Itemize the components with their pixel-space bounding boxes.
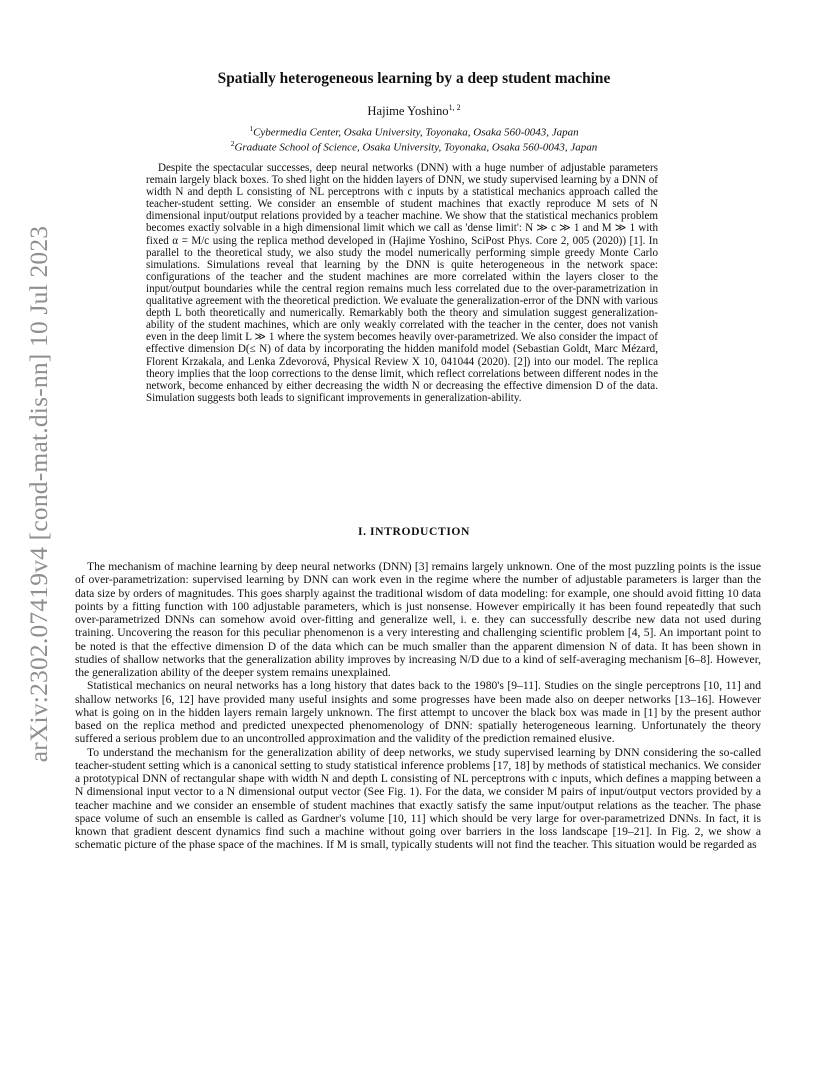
paragraph: Statistical mechanics on neural networks has a long history that dates back to the 1980's [9–11]. Studies on the single perceptrons [10, 11] and shallow networks [6, 12] have provided many useful insights and some progresses have been made also on deeper networks [13–16]. However what is going on in the hidden layers remain largely unknown. The first attempt to uncover the black box was made in [1] by the present author based on the replica method and predicted unexpected phenomenology of DNN: spatially heterogeneous learning. Unfortunately the theory suffered a serious problem due to an uncontrolled approximation and the validity of the prediction remained elusive. [75, 679, 761, 746]
affiliation-mark: 1 [249, 124, 254, 133]
author-name: Hajime Yoshino [367, 104, 449, 119]
author-marks: 1, 2 [448, 103, 461, 112]
paragraph: To understand the mechanism for the generalization ability of deep networks, we study supervised learning by DNN considering the so-called teacher-student setting which is a canonical setting to study statistical inference problems [17, 18] by methods of statistical mechanics. We consider a prototypical DNN of rectangular shape with width N and depth L consisting of NL perceptrons with c inputs, which defines a mapping between a N dimensional input vector to a N dimensional output vector (See Fig. 1). For the data, we consider M pairs of input/output vectors provided by a teacher machine and we consider an ensemble of student machines that exactly satisfy the same input/output relations as the teacher. The phase space volume of such an ensemble is called as Gardner's volume [10, 11] which should be very large for over-parametrized DNNs. In fact, it is known that gradient descent dynamics find such a machine without going over barriers in the loss landscape [19–21]. In Fig. 2, we show a schematic picture of the phase space of the machines. If M is small, typically students will not find the teacher. This situation would be regarded as [75, 745, 761, 852]
affiliation-2 [0, 139, 828, 154]
author-line [0, 103, 828, 119]
affiliation-text: Cybermedia Center, Osaka University, Toyonaka, Osaka 560-0043, Japan [253, 126, 579, 139]
affiliation-1 [0, 124, 828, 139]
affiliation-mark: 2 [230, 139, 235, 148]
section-heading: I. INTRODUCTION [357, 525, 471, 538]
affiliation-text: Graduate School of Science, Osaka University, Toyonaka, Osaka 560-0043, Japan [234, 141, 598, 154]
arxiv-stamp: arXiv:2302.07419v4 [cond-mat.dis-nn] 10 Jul 2023 [24, 225, 53, 763]
body-text [75, 560, 761, 852]
paragraph: The mechanism of machine learning by deep neural networks (DNN) [3] remains largely unknown. One of the most puzzling points is the issue of over-parametrization: supervised learning by DNN can work even in the regime where the number of adjustable parameters is larger than the data size by orders of magnitudes. This goes sharply against the traditional wisdom of data modeling: for example, one should avoid fitting 10 data points by a fitting function with 100 adjustable parameters, which is just nonsense. However empirically it has been found repeatedly that such over-parametrized DNNs can somehow avoid over-fitting and generalize well, i. e. they can successfully describe new data not used during training. Uncovering the reason for this peculiar phenomenon is a very interesting and challenging scientific problem [4, 5]. An important point to be noted is that the effective dimension D of the data which can be much smaller than the apparent dimension N of data. It has been shown in studies of shallow networks that the generalization ability improves by increasing N/D due to a kind of self-averaging mechanism [6–8]. However, the generalization ability of the deeper system remains unexplained. [75, 560, 761, 679]
paper-title: Spatially heterogeneous learning by a deep student machine [217, 70, 611, 87]
abstract: Despite the spectacular successes, deep neural networks (DNN) with a huge number of adjustable parameters remain largely black boxes. To shed light on the hidden layers of DNN, we study supervised learning by a DNN of width N and depth L consisting of NL perceptrons with c inputs by a statistical mechanics approach called the teacher-student setting. We consider an ensemble of student machines that exactly reproduce M sets of N dimensional input/output relations provided by a teacher machine. We show that the statistical mechanics problem becomes exactly solvable in a high dimensional limit which we call as 'dense limit': N ≫ c ≫ 1 and M ≫ 1 with fixed α = M/c using the replica method developed in (Hajime Yoshino, SciPost Phys. Core 2, 005 (2020)) [1]. In parallel to the theoretical study, we also study the model numerically performing simple greedy Monte Carlo simulations. Simulations reveal that learning by the DNN is quite heterogeneous in the network space: configurations of the teacher and the student machines are more correlated within the layers closer to the input/output boundaries while the central region remains much less correlated due to the over-parametrization in qualitative agreement with the theoretical prediction. We evaluate the generalization-error of the DNN with various depth L both theoretically and numerically. Remarkably both the theory and simulation suggest generalization-ability of the student machines, which are only weakly correlated with the teacher in the center, does not vanish even in the deep limit L ≫ 1 where the system becomes heavily over-parametrized. We also consider the impact of effective dimension D(≤ N) of data by incorporating the hidden manifold model (Sebastian Goldt, Marc Mézard, Florent Krzakala, and Lenka Zdevorová, Physical Review X 10, 041044 (2020). [2]) into our model. The replica theory implies that the loop corrections to the dense limit, which reflect correlations between different nodes in the network, become enhanced by either decreasing the width N or decreasing the effective dimension D of the data. Simulation suggests both leads to significant improvements in generalization-ability. [146, 162, 658, 404]
